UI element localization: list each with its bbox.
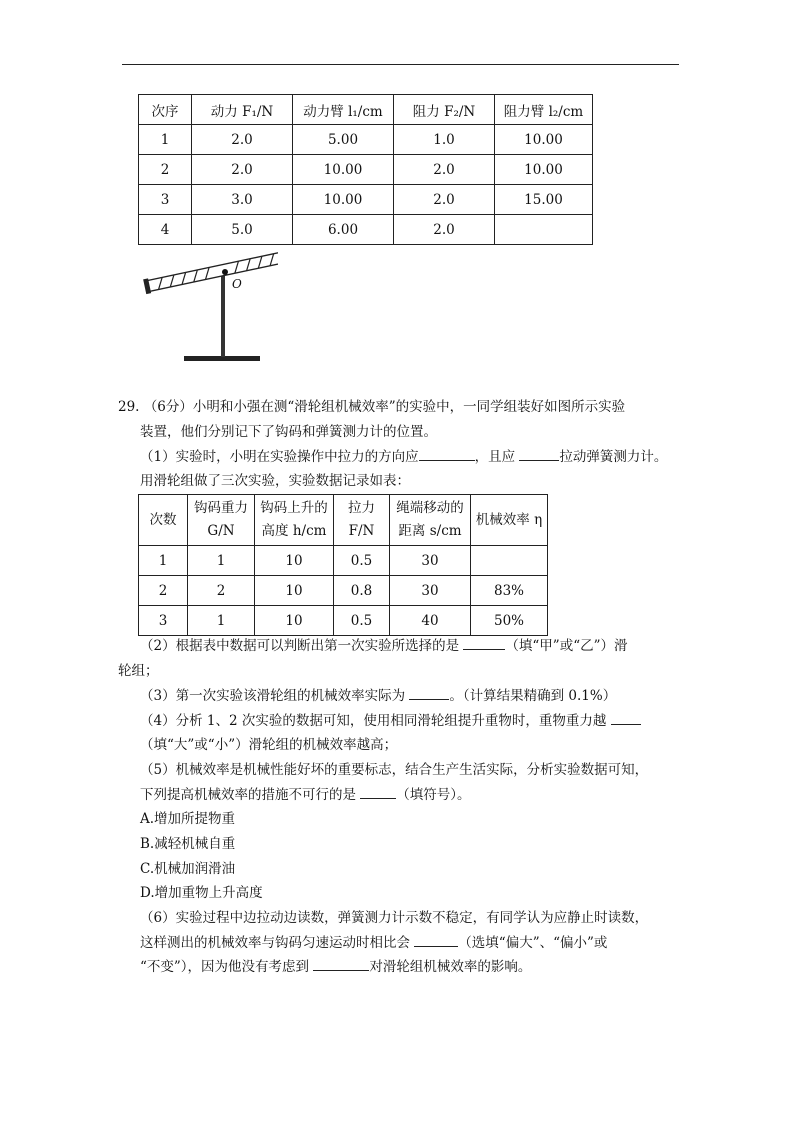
q2-text-a: （2）根据表中数据可以判断出第一次实验所选择的是 [140,638,464,654]
q4-line [140,710,641,732]
table-cell: 30 [390,576,471,606]
table-cell: 2 [139,576,188,606]
q6-line2 [140,932,607,954]
table-cell: 1 [188,546,255,576]
q5-line1: （5）机械效率是机械性能好坏的重要标志，结合生产生活实际，分析实验数据可知， [140,762,649,778]
q5-text-b: （填符号）。 [396,787,471,803]
table-cell: 10.00 [293,185,394,215]
col-header-effort-arm: 动力臂 l₁/cm [293,95,394,125]
q29-intro-line1: 29. （6分）小明和小强在测“滑轮组机械效率”的实验中，一同学组装好如图所示实验 [118,399,626,415]
option-a: A.增加所提物重 [140,811,236,827]
q5-blank[interactable] [360,784,396,799]
q1-line [140,446,667,468]
pivot-point [222,269,228,275]
table-header-row [139,95,593,125]
col-header-rope-distance: 绳端移动的距离 s/cm [390,495,471,546]
table-cell: 10 [255,606,334,636]
table-cell: 1 [139,546,188,576]
table-cell: 5.0 [192,215,293,245]
col-header-order: 次序 [139,95,192,125]
table-cell: 30 [390,546,471,576]
q1-blank-manner[interactable] [519,446,559,461]
lever-data-table [138,94,593,245]
table-row [139,215,593,245]
table-cell: 0.8 [334,576,390,606]
table-cell: 40 [390,606,471,636]
col-header-effort-force: 动力 F₁/N [192,95,293,125]
col-header-trial: 次数 [139,495,188,546]
q29-intro-line2: 装置，他们分别记下了钩码和弹簧测力计的位置。 [140,424,437,440]
lever-bar [143,244,278,294]
q6-text-c: “不变”），因为他没有考虑到 [140,959,314,975]
q4-line2: （填“大”或“小”）滑轮组的机械效率越高； [140,737,398,753]
col-header-load-force: 阻力 F₂/N [394,95,495,125]
pivot-label: O [232,277,242,291]
q6-blank-reason[interactable] [313,956,369,971]
table-cell: 3 [139,185,192,215]
q2-blank[interactable] [463,635,505,650]
lever-table-body [139,125,593,245]
table-cell: 10.00 [495,125,593,155]
table-cell: 3.0 [192,185,293,215]
q5-line2 [140,784,471,806]
table-cell: 4 [139,215,192,245]
table-row [139,155,593,185]
q2-line2: 轮组； [118,663,159,679]
table-row [139,125,593,155]
table-cell: 1.0 [394,125,495,155]
q6-line1: （6）实验过程中边拉动边读数，弹簧测力计示数不稳定，有同学认为应静止时读数， [140,910,649,926]
q1-text-b: ，且应 [474,449,520,465]
table-cell: 10.00 [495,155,593,185]
q2-text-b: （填“甲”或“乙”）滑 [505,638,628,654]
lever-apparatus-figure [138,244,278,364]
table-cell: 2.0 [192,155,293,185]
table-header-row [139,495,548,546]
table-cell: 50% [471,606,548,636]
table-cell: 10.00 [293,155,394,185]
table-cell: 15.00 [495,185,593,215]
q1-text-a: （1）实验时，小明在实验操作中拉力的方向应 [140,449,419,465]
table-cell: 5.00 [293,125,394,155]
option-c: C.机械加润滑油 [140,861,236,877]
q5-text-a: 下列提高机械效率的措施不可行的是 [140,787,361,803]
table-cell: 0.5 [334,606,390,636]
q3-line [140,685,616,707]
col-header-pull-force: 拉力 F/N [334,495,390,546]
table-cell: 10 [255,576,334,606]
q4-text-a: （4）分析 1、2 次实验的数据可知，使用相同滑轮组提升重物时，重物重力越 [140,713,611,729]
table-cell [471,546,548,576]
table-row [139,606,548,636]
q4-blank[interactable] [611,710,641,725]
q3-text-b: 。（计算结果精确到 0.1%） [449,688,617,704]
pulley-data-table [138,494,548,636]
table-cell: 2.0 [394,185,495,215]
option-b: B.减轻机械自重 [140,836,236,852]
col-header-height: 钩码上升的高度 h/cm [255,495,334,546]
table-cell: 2 [188,576,255,606]
pulley-table-body [139,546,548,636]
table-cell: 2.0 [192,125,293,155]
q6-text-d: 对滑轮组机械效率的影响。 [369,959,532,975]
col-header-load-arm: 阻力臂 l₂/cm [495,95,593,125]
q6-line3 [140,956,531,978]
table-cell: 2 [139,155,192,185]
table-cell: 1 [139,125,192,155]
table-row [139,185,593,215]
table-cell: 6.00 [293,215,394,245]
top-rule [122,64,679,65]
table-cell: 0.5 [334,546,390,576]
table-cell [495,215,593,245]
col-header-weight: 钩码重力 G/N [188,495,255,546]
q1-text-c: 拉动弹簧测力计。 [559,449,668,465]
q6-text-a: 这样测出的机械效率与钩码匀速运动时相比会 [140,935,415,951]
table-cell: 2.0 [394,215,495,245]
table-cell: 2.0 [394,155,495,185]
table-cell: 1 [188,606,255,636]
q3-blank[interactable] [409,685,449,700]
option-d: D.增加重物上升高度 [140,885,263,901]
table-cell: 10 [255,546,334,576]
stand-pole [221,268,225,357]
q2-line [140,635,628,657]
table-cell: 83% [471,576,548,606]
table-row [139,546,548,576]
col-header-efficiency: 机械效率 η [471,495,548,546]
q1-blank-direction[interactable] [419,446,475,461]
q6-text-b: （选填“偏大”、“偏小”或 [458,935,608,951]
q3-text-a: （3）第一次实验该滑轮组的机械效率实际为 [140,688,410,704]
table-row [139,576,548,606]
q1-line2: 用滑轮组做了三次实验，实验数据记录如表： [140,473,410,489]
table-cell: 3 [139,606,188,636]
q6-blank-compare[interactable] [414,932,458,947]
